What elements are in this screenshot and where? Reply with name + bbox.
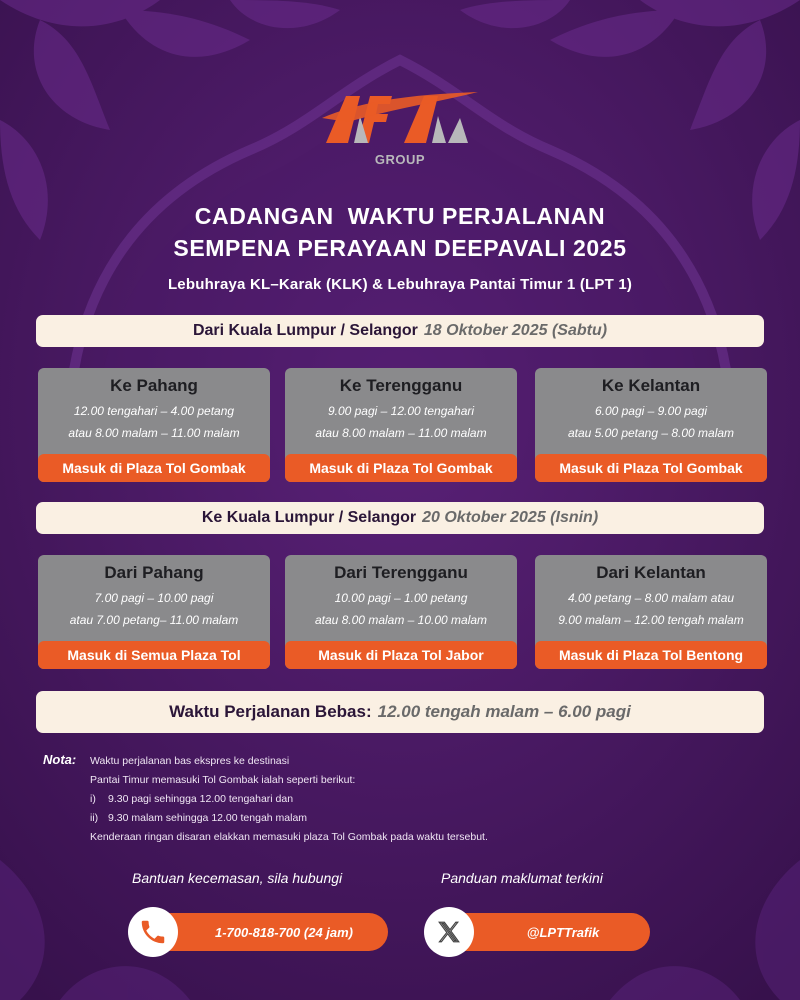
card-destination: Ke Pahang: [110, 376, 198, 395]
card-time-2: atau 8.00 malam – 11.00 malam: [315, 426, 487, 440]
page-title-line1: CADANGAN WAKTU PERJALANAN: [194, 203, 606, 229]
free-travel-label: Waktu Perjalanan Bebas:: [169, 702, 372, 721]
card-time-2: 9.00 malam – 12.00 tengah malam: [558, 613, 744, 627]
card-time-2: atau 8.00 malam – 11.00 malam: [68, 426, 240, 440]
emergency-phone-number: 1-700-818-700 (24 jam): [214, 924, 354, 940]
page-subtitle: Lebuhraya KL–Karak (KLK) & Lebuhraya Pantai Timur 1 (LPT 1): [167, 276, 633, 293]
x-handle-text: @LPTTrafik: [526, 924, 600, 940]
outbound-card-kelantan: [535, 368, 767, 482]
x-logo-icon: [424, 907, 474, 957]
card-time-1: 4.00 petang – 8.00 malam atau: [567, 591, 735, 605]
card-time-1: 12.00 tengahari – 4.00 petang: [73, 404, 235, 418]
card-time-1: 6.00 pagi – 9.00 pagi: [594, 404, 708, 418]
card-time-1: 7.00 pagi – 10.00 pagi: [94, 591, 214, 605]
nota-item-text: 9.30 pagi sehingga 12.00 tengahari dan: [108, 793, 294, 805]
outbound-banner-label: Dari Kuala Lumpur / Selangor: [192, 322, 418, 339]
outbound-banner-date: 18 Oktober 2025 (Sabtu): [423, 322, 608, 339]
free-travel-banner: [36, 691, 764, 733]
nota-line-3: Kenderaan ringan disaran elakkan memasuki plaza Tol Gombak pada waktu tersebut.: [90, 831, 488, 843]
card-entry-plaza: Masuk di Plaza Tol Bentong: [535, 641, 767, 669]
nota-item-number: ii): [90, 812, 99, 824]
card-time-2: atau 5.00 petang – 8.00 malam: [567, 426, 735, 440]
nota-item-text: 9.30 malam sehingga 12.00 tengah malam: [108, 812, 308, 824]
inbound-banner: [36, 502, 764, 534]
page-title-line2: SEMPENA PERAYAAN DEEPAVALI 2025: [173, 235, 627, 261]
inbound-card-kelantan: [535, 555, 767, 669]
card-time-2: atau 8.00 malam – 10.00 malam: [314, 613, 488, 627]
emergency-phone-pill[interactable]: [130, 913, 388, 951]
nota-line-1: Waktu perjalanan bas ekspres ke destinasi: [90, 755, 290, 767]
emergency-label: Bantuan kecemasan, sila hubungi: [132, 870, 343, 886]
card-time-1: 9.00 pagi – 12.00 tengahari: [327, 404, 475, 418]
card-entry-plaza: Masuk di Plaza Tol Jabor: [285, 641, 517, 669]
inbound-banner-date: 20 Oktober 2025 (Isnin): [422, 509, 599, 526]
card-time-2: atau 7.00 petang– 11.00 malam: [69, 613, 239, 627]
card-entry-plaza: Masuk di Plaza Tol Gombak: [535, 454, 767, 482]
phone-icon: [128, 907, 178, 957]
card-destination: Dari Pahang: [104, 563, 204, 582]
nota-item-number: i): [90, 793, 96, 805]
outbound-card-pahang: [38, 368, 270, 482]
card-time-1: 10.00 pagi – 1.00 petang: [334, 591, 468, 605]
card-entry-plaza: Masuk di Plaza Tol Gombak: [285, 454, 517, 482]
outbound-card-terengganu: [285, 368, 517, 482]
card-destination: Ke Kelantan: [601, 376, 701, 395]
x-handle-pill[interactable]: [426, 913, 650, 951]
nota-label: Nota:: [43, 752, 77, 767]
nota-line-2: Pantai Timur memasuki Tol Gombak ialah seperti berikut:: [90, 774, 356, 786]
outbound-banner: [36, 315, 764, 347]
inbound-card-terengganu: [285, 555, 517, 669]
nota-list-item: [90, 793, 293, 805]
free-travel-time: 12.00 tengah malam – 6.00 pagi: [377, 702, 631, 721]
card-destination: Dari Terengganu: [334, 563, 468, 582]
info-label: Panduan maklumat terkini: [441, 870, 603, 886]
card-destination: Dari Kelantan: [596, 563, 706, 582]
nota-list-item: [90, 812, 307, 824]
inbound-card-pahang: [38, 555, 270, 669]
card-entry-plaza: Masuk di Semua Plaza Tol: [38, 641, 270, 669]
card-destination: Ke Terengganu: [339, 376, 463, 395]
logo-group-text: GROUP: [374, 152, 426, 167]
inbound-banner-label: Ke Kuala Lumpur / Selangor: [201, 509, 417, 526]
card-entry-plaza: Masuk di Plaza Tol Gombak: [38, 454, 270, 482]
